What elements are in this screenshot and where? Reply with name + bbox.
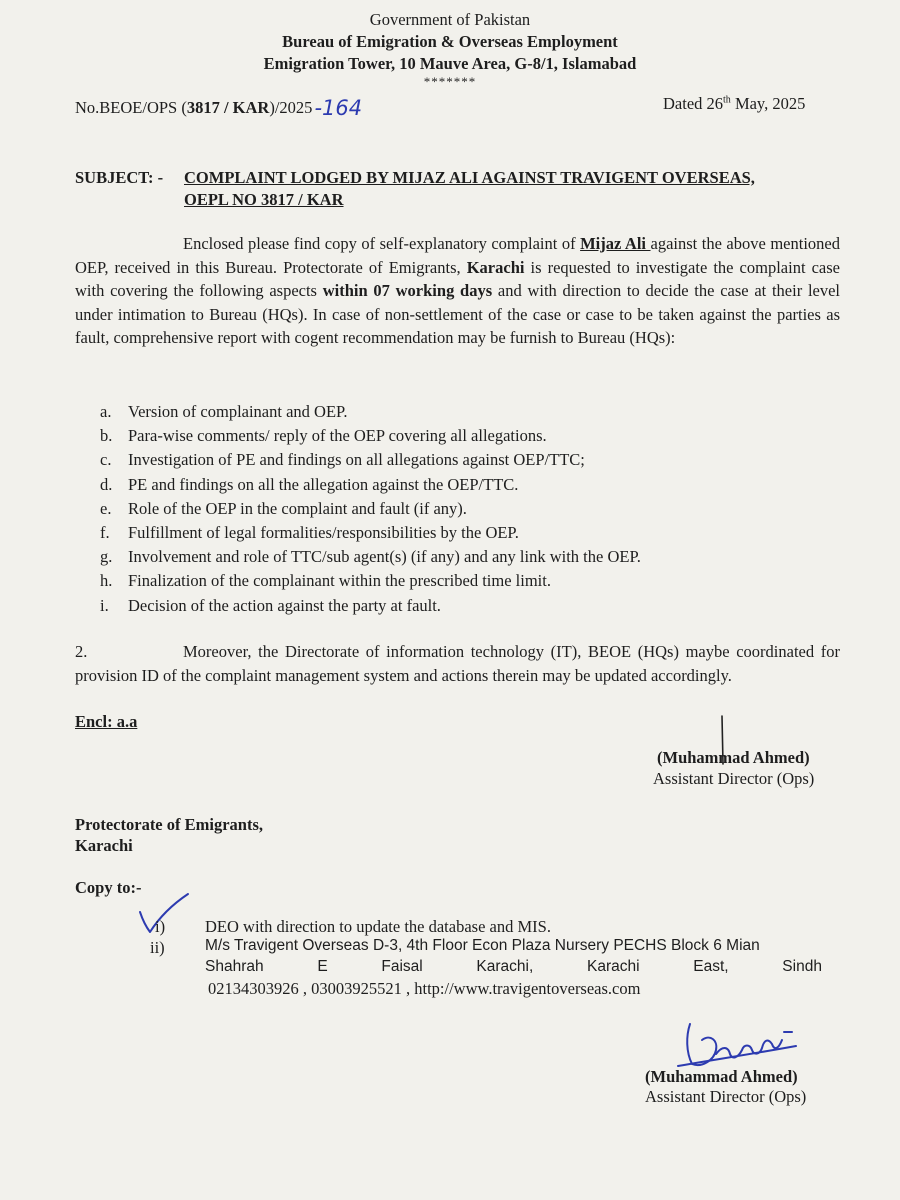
aspect-text: Decision of the action against the party at fault. bbox=[128, 595, 441, 615]
aspect-item bbox=[100, 596, 441, 616]
paragraph-1: Enclosed please find copy of self-explanatory complaint of Mijaz Ali against the above mentioned OEP, received in this Bureau. Protectorate of Emigrants, Karachi is requested to investigate the complaint case with covering the following aspects within 07 working days and with direction to decide the case at their level under intimation to Bureau (HQs). In case of non-settlement of the case or case to be taken against the parties as fault, comprehensive report with cogent recommendation may be furnish to Bureau (HQs): bbox=[75, 234, 841, 347]
aspect-marker: f. bbox=[100, 523, 110, 542]
aspect-text: Investigation of PE and findings on all allegations against OEP/TTC; bbox=[128, 450, 585, 470]
aspect-text: Finalization of the complainant within the prescribed time limit. bbox=[128, 571, 551, 591]
header-stars: ******* bbox=[423, 74, 477, 89]
aspect-marker: a. bbox=[100, 402, 112, 421]
signatory-title-2: Assistant Director (Ops) bbox=[645, 1087, 807, 1106]
copy-to-label: Copy to:- bbox=[75, 878, 142, 897]
aspect-text: PE and findings on all the allegation against the OEP/TTC. bbox=[128, 474, 519, 494]
copy-item-2-line1: M/s Travigent Overseas D-3, 4th Floor Econ Plaza Nursery PECHS Block 6 Mian bbox=[205, 937, 760, 954]
complainant-name: Mijaz Ali bbox=[580, 234, 651, 253]
subject-line1: COMPLAINT LODGED BY MIJAZ ALI AGAINST TRAVIGENT OVERSEAS, bbox=[184, 168, 755, 187]
aspect-marker: e. bbox=[100, 498, 112, 518]
aspect-marker: d. bbox=[100, 474, 113, 494]
header-address: Emigration Tower, 10 Mauve Area, G-8/1, Islamabad bbox=[263, 54, 637, 73]
subject-line2: OEPL NO 3817 / KAR bbox=[184, 190, 344, 209]
header-bureau: Bureau of Emigration & Overseas Employment bbox=[282, 32, 618, 51]
aspect-text: Fulfillment of legal formalities/responsibilities by the OEP. bbox=[128, 523, 519, 542]
aspect-item bbox=[100, 426, 547, 446]
aspect-item bbox=[100, 450, 585, 470]
aspect-marker: h. bbox=[100, 571, 113, 591]
aspect-marker: b. bbox=[100, 426, 113, 446]
aspect-marker: c. bbox=[100, 450, 112, 470]
aspect-text: Role of the OEP in the complaint and fault (if any). bbox=[128, 498, 467, 518]
signatory-name-2: (Muhammad Ahmed) bbox=[645, 1067, 798, 1086]
copy-marker-2: ii) bbox=[150, 938, 165, 957]
aspect-item bbox=[100, 523, 519, 543]
aspect-marker: i. bbox=[100, 595, 109, 615]
addressee-line2: Karachi bbox=[75, 836, 133, 855]
aspect-text: Para-wise comments/ reply of the OEP covering all allegations. bbox=[128, 426, 547, 446]
signatory-title-1: Assistant Director (Ops) bbox=[653, 769, 815, 788]
subject-label: SUBJECT: - bbox=[75, 168, 164, 187]
handwritten-signature-2 bbox=[672, 1010, 802, 1072]
paragraph-2: 2. Moreover, the Directorate of information technology (IT), BEOE (HQs) maybe coordinated for provision ID of the complaint management system and actions therein may be updated accordingly. bbox=[75, 642, 840, 685]
aspect-item bbox=[100, 475, 518, 495]
handwritten-number: -164 bbox=[314, 96, 363, 120]
aspect-item bbox=[100, 499, 467, 519]
reference-number: No.BEOE/OPS (3817 / KAR)/2025-164 bbox=[75, 96, 363, 120]
signatory-name-1: (Muhammad Ahmed) bbox=[657, 748, 810, 767]
copy-item-1: DEO with direction to update the database and MIS. bbox=[205, 917, 551, 936]
copy-marker-1: i) bbox=[155, 917, 166, 936]
header-government: Government of Pakistan bbox=[369, 10, 531, 29]
addressee-line1: Protectorate of Emigrants, bbox=[75, 815, 264, 834]
aspect-text: Involvement and role of TTC/sub agent(s) (if any) and any link with the OEP. bbox=[128, 547, 641, 567]
copy-item-2-line2: Shahrah E Faisal Karachi, Karachi East, Sindh bbox=[205, 958, 822, 975]
aspect-item bbox=[100, 547, 641, 567]
enclosure-label: Encl: a.a bbox=[75, 712, 138, 731]
aspect-item bbox=[100, 402, 348, 422]
aspect-item bbox=[100, 571, 551, 591]
aspect-text: Version of complainant and OEP. bbox=[128, 402, 348, 421]
reference-date: Dated 26th May, 2025 bbox=[663, 94, 806, 113]
copy-item-2-line3: 02134303926 , 03003925521 , http://www.travigentoverseas.com bbox=[208, 979, 641, 998]
aspect-marker: g. bbox=[100, 547, 113, 567]
